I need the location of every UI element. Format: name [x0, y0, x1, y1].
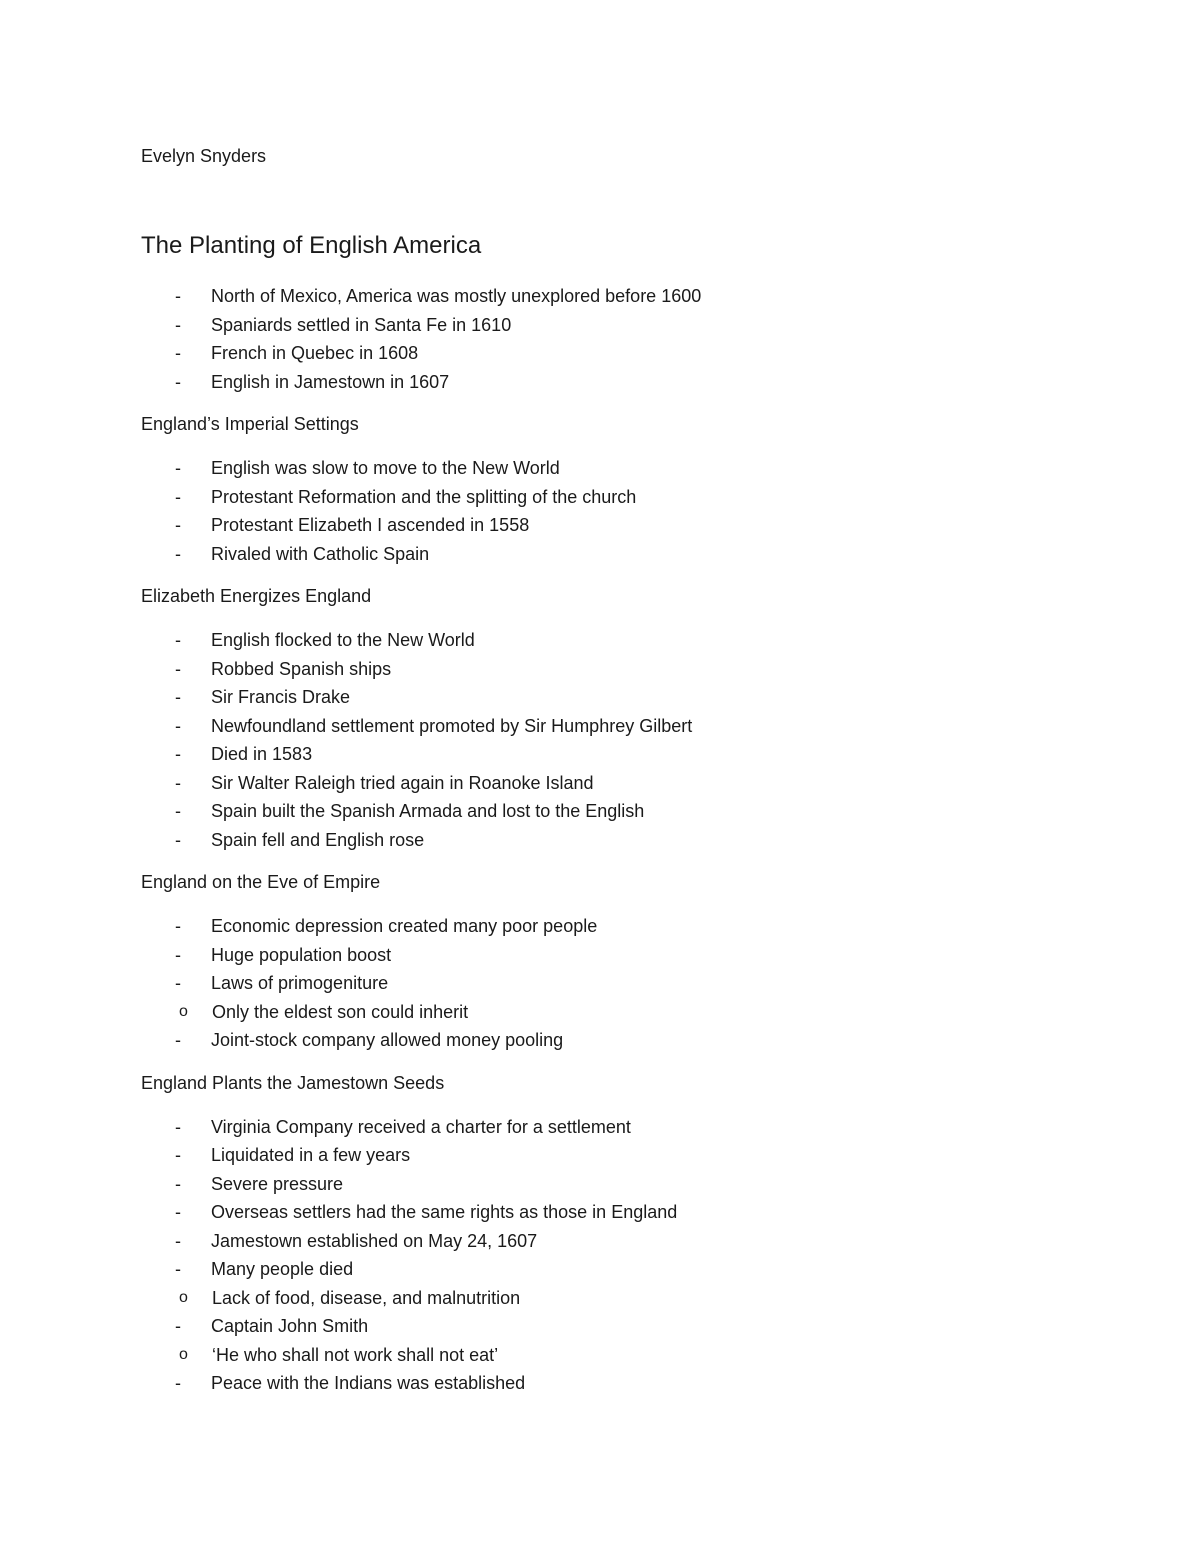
dash-bullet-icon: -: [175, 687, 181, 707]
dash-bullet-icon: -: [175, 1030, 181, 1050]
dash-bullet-icon: -: [175, 486, 181, 507]
notes-section: [141, 410, 1141, 568]
sub-list-wrapper: [141, 1284, 1141, 1313]
bullet-text: Overseas settlers had the same rights as those in England: [211, 1202, 678, 1222]
sub-list-wrapper: [141, 1341, 1141, 1370]
bullet-text: Severe pressure: [211, 1173, 344, 1194]
notes-section: [141, 282, 1141, 396]
bullet-item: [141, 339, 1141, 368]
bullet-text: Robbed Spanish ships: [211, 658, 392, 679]
bullet-item: [141, 1170, 1141, 1199]
section-heading: England’s Imperial Settings: [141, 414, 359, 434]
dash-bullet-icon: -: [175, 1259, 181, 1279]
bullet-text: Spaniards settled in Santa Fe in 1610: [211, 314, 512, 335]
bullet-item: [141, 712, 1141, 741]
bullet-item: [141, 540, 1141, 569]
bullet-item: [141, 1369, 1141, 1398]
bullet-item: [141, 368, 1141, 397]
dash-bullet-icon: -: [175, 515, 181, 535]
bullet-text: Virginia Company received a charter for a settlement: [211, 1116, 631, 1137]
sub-bullet-item: [71, 998, 1141, 1027]
bullet-item: [141, 1198, 1141, 1227]
bullet-text: Sir Francis Drake: [211, 687, 351, 707]
section-heading: Elizabeth Energizes England: [141, 586, 372, 606]
bullet-item: [141, 1255, 1141, 1284]
bullet-list: [141, 454, 1141, 568]
dash-bullet-icon: -: [175, 458, 181, 478]
sub-bullet-text: Lack of food, disease, and malnutrition: [212, 1287, 521, 1308]
bullet-list: [141, 1113, 1141, 1398]
section-heading: England on the Eve of Empire: [141, 872, 381, 892]
bullet-item: [141, 1141, 1141, 1170]
bullet-list: [141, 626, 1141, 854]
sub-bullet-item: [71, 1284, 1141, 1313]
bullet-text: English was slow to move to the New World: [211, 458, 560, 478]
sub-bullet-list: [141, 998, 1141, 1027]
bullet-item: [141, 969, 1141, 998]
circle-bullet-icon: o: [179, 1002, 188, 1020]
sub-list-wrapper: [141, 998, 1141, 1027]
bullet-text: Spain fell and English rose: [211, 829, 425, 850]
bullet-text: Liquidated in a few years: [211, 1145, 411, 1165]
bullet-text: French in Quebec in 1608: [211, 343, 419, 363]
bullet-text: North of Mexico, America was mostly unexplored before 1600: [211, 286, 702, 306]
bullet-text: Spain built the Spanish Armada and lost to the English: [211, 801, 645, 821]
bullet-list: [141, 282, 1141, 396]
dash-bullet-icon: -: [175, 286, 181, 306]
bullet-text: English in Jamestown in 1607: [211, 371, 450, 392]
bullet-text: Laws of primogeniture: [211, 973, 389, 993]
bullet-text: Rivaled with Catholic Spain: [211, 543, 430, 564]
bullet-item: [141, 1312, 1141, 1341]
dash-bullet-icon: -: [175, 1116, 181, 1137]
bullet-item: [141, 454, 1141, 483]
bullet-text: Many people died: [211, 1259, 354, 1279]
circle-bullet-icon: o: [179, 1288, 188, 1306]
dash-bullet-icon: -: [175, 715, 181, 736]
bullet-item: [141, 797, 1141, 826]
dash-bullet-icon: -: [175, 658, 181, 679]
bullet-item: [141, 311, 1141, 340]
bullet-item: [141, 1113, 1141, 1142]
dash-bullet-icon: -: [175, 916, 181, 936]
bullet-text: Huge population boost: [211, 944, 392, 965]
sub-bullet-text: ‘He who shall not work shall not eat’: [212, 1344, 499, 1365]
dash-bullet-icon: -: [175, 371, 181, 392]
dash-bullet-icon: -: [175, 973, 181, 993]
dash-bullet-icon: -: [175, 1230, 181, 1251]
dash-bullet-icon: -: [175, 343, 181, 363]
dash-bullet-icon: -: [175, 314, 181, 335]
bullet-item: [141, 683, 1141, 712]
bullet-text: Protestant Reformation and the splitting of the church: [211, 486, 637, 507]
bullet-text: Protestant Elizabeth I ascended in 1558: [211, 515, 530, 535]
bullet-text: Newfoundland settlement promoted by Sir Humphrey Gilbert: [211, 715, 693, 736]
dash-bullet-icon: -: [175, 1173, 181, 1194]
notes-section: [141, 582, 1141, 854]
bullet-item: [141, 826, 1141, 855]
bullet-item: [141, 912, 1141, 941]
bullet-item: [141, 1026, 1141, 1055]
dash-bullet-icon: -: [175, 630, 181, 650]
bullet-text: Sir Walter Raleigh tried again in Roanoke Island: [211, 772, 594, 793]
sub-bullet-list: [141, 1341, 1141, 1370]
dash-bullet-icon: -: [175, 1316, 181, 1336]
notes-section: [141, 868, 1141, 1055]
dash-bullet-icon: -: [175, 1202, 181, 1222]
bullet-list: [141, 912, 1141, 1055]
dash-bullet-icon: -: [175, 1145, 181, 1165]
notes-sections: [141, 282, 1141, 1398]
dash-bullet-icon: -: [175, 543, 181, 564]
dash-bullet-icon: -: [175, 944, 181, 965]
dash-bullet-icon: -: [175, 829, 181, 850]
bullet-item: [141, 282, 1141, 311]
bullet-item: [141, 655, 1141, 684]
bullet-item: [141, 1227, 1141, 1256]
dash-bullet-icon: -: [175, 744, 181, 764]
circle-bullet-icon: o: [179, 1345, 188, 1363]
dash-bullet-icon: -: [175, 801, 181, 821]
bullet-text: Peace with the Indians was established: [211, 1373, 526, 1393]
section-heading: England Plants the Jamestown Seeds: [141, 1072, 445, 1093]
bullet-text: English flocked to the New World: [211, 630, 475, 650]
dash-bullet-icon: -: [175, 772, 181, 793]
sub-bullet-text: Only the eldest son could inherit: [212, 1001, 469, 1022]
notes-section: [141, 1069, 1141, 1398]
bullet-item: [141, 483, 1141, 512]
document-title: The Planting of English America: [141, 232, 482, 259]
bullet-item: [141, 511, 1141, 540]
bullet-text: Economic depression created many poor people: [211, 916, 598, 936]
bullet-text: Joint-stock company allowed money pooling: [211, 1030, 564, 1050]
sub-bullet-item: [71, 1341, 1141, 1370]
bullet-item: [141, 941, 1141, 970]
bullet-text: Jamestown established on May 24, 1607: [211, 1230, 538, 1251]
dash-bullet-icon: -: [175, 1373, 181, 1393]
bullet-item: [141, 626, 1141, 655]
bullet-text: Captain John Smith: [211, 1316, 369, 1336]
bullet-item: [141, 769, 1141, 798]
author-name: Evelyn Snyders: [141, 146, 267, 166]
bullet-item: [141, 740, 1141, 769]
sub-bullet-list: [141, 1284, 1141, 1313]
bullet-text: Died in 1583: [211, 744, 313, 764]
